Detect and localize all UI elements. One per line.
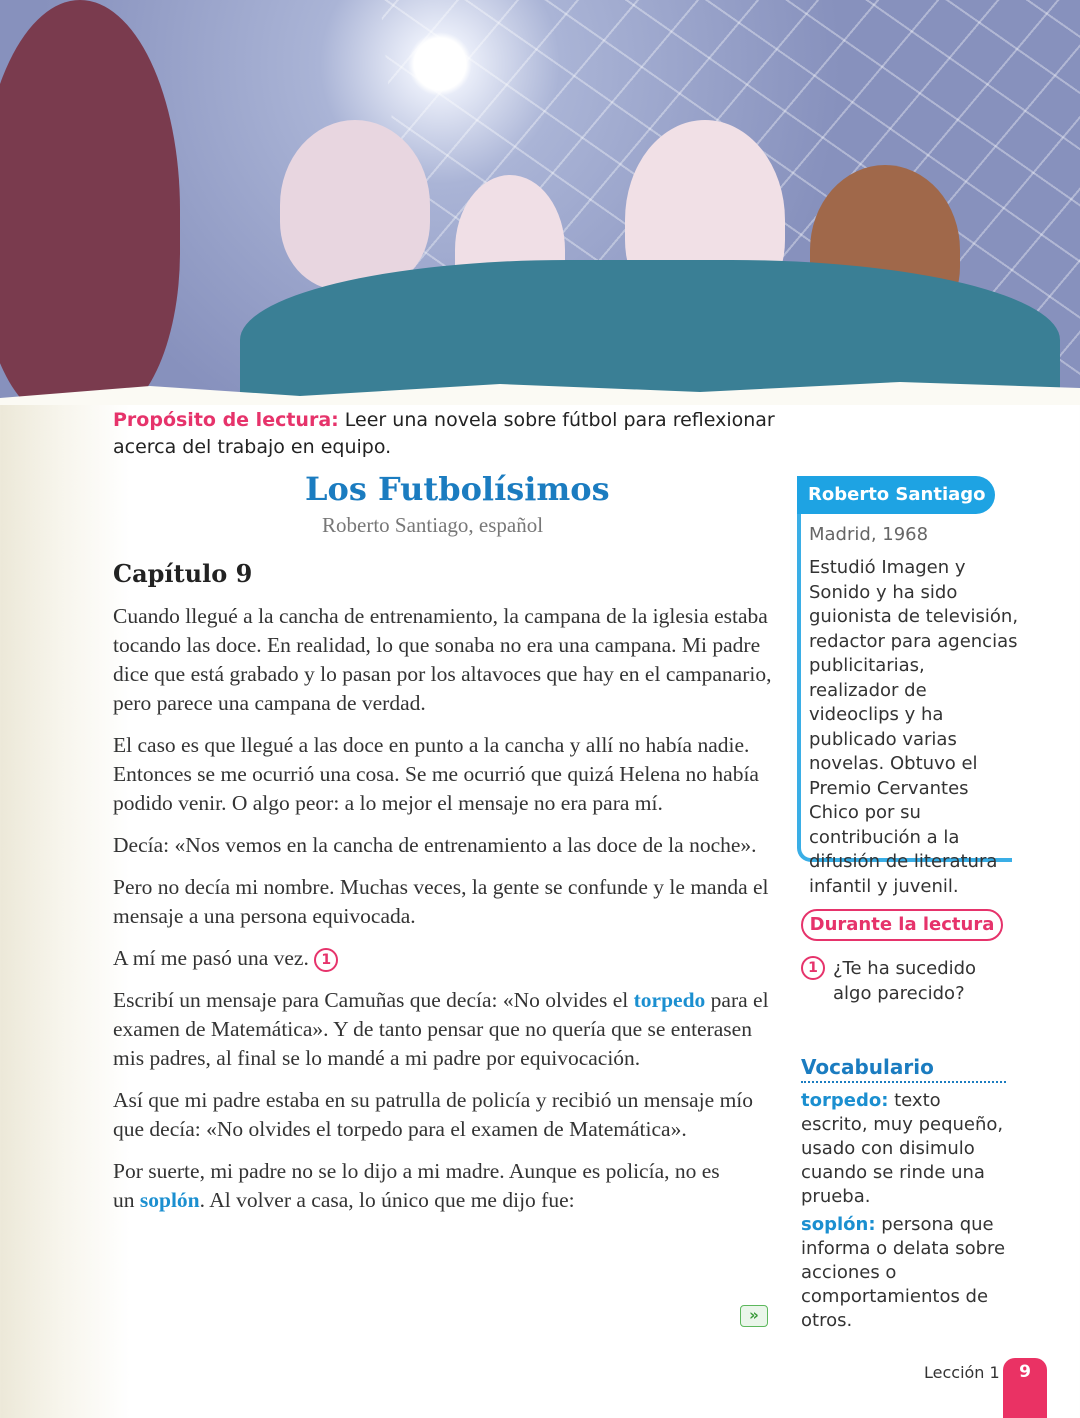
vocab-word-torpedo[interactable]: torpedo bbox=[633, 988, 706, 1012]
paragraph-text: A mí me pasó una vez. bbox=[113, 946, 309, 970]
bio-name: Roberto Santiago bbox=[797, 476, 995, 514]
question-marker-1: 1 bbox=[314, 948, 338, 972]
page-number: 9 bbox=[1003, 1358, 1047, 1418]
paragraph: Decía: «Nos vemos en la cancha de entrenamiento a las doce de la noche». bbox=[113, 833, 757, 857]
illustration-soccer-kids bbox=[0, 0, 1080, 405]
vocab-item bbox=[801, 1213, 1011, 1333]
paragraph bbox=[113, 944, 773, 973]
story-text bbox=[113, 602, 773, 1228]
figure-left bbox=[0, 0, 180, 405]
bio-text: Estudió Imagen y Sonido y ha sido guionista de televisión, redactor para agencias publicitarias, realizador de videoclips y ha publicado varias novelas. Obtuvo el Premio Cervantes Chico por su contribución a la difusión de literatura infantil y juvenil. bbox=[809, 557, 1019, 897]
vocab-term: soplón: bbox=[801, 1214, 876, 1235]
paragraph-text: Escribí un mensaje para Camuñas que decía: «No olvides el bbox=[113, 988, 634, 1012]
paragraph: Pero no decía mi nombre. Muchas veces, la gente se confunde y le manda el mensaje a una persona equivocada. bbox=[113, 875, 769, 928]
during-reading-label: Durante la lectura bbox=[801, 909, 1003, 941]
vocabulary-title: Vocabulario bbox=[801, 1055, 1006, 1083]
purpose-label: Propósito de lectura: bbox=[113, 409, 339, 431]
during-question bbox=[801, 956, 983, 1006]
paragraph: El caso es que llegué a las doce en punto a la cancha y allí no había nadie. Entonces se me ocurrió una cosa. Se me ocurrió que quizá Helena no había podido venir. O algo peor: a lo mejor el mensaje no era para mí. bbox=[113, 733, 759, 815]
kid-face bbox=[280, 120, 430, 290]
paragraph bbox=[113, 1157, 733, 1215]
paragraph bbox=[113, 986, 773, 1073]
question-number-icon: 1 bbox=[801, 956, 825, 980]
paragraph: Cuando llegué a la cancha de entrenamiento, la campana de la iglesia estaba tocando las doce. En realidad, lo que sonaba no era una campana. Mi padre dice que está grabado y lo pasan por los altavoces que hay en el campanario, pero parece una campana de verdad. bbox=[113, 604, 772, 715]
paragraph: Así que mi padre estaba en su patrulla de policía y recibió un mensaje mío que decía: «No olvides el torpedo para el examen de Matemática». bbox=[113, 1088, 754, 1141]
lesson-label: Lección 1 bbox=[924, 1363, 1000, 1382]
vocab-definition: persona que informa o delata sobre acciones o comportamientos de otros. bbox=[801, 1214, 1006, 1331]
question-text: ¿Te ha sucedido algo parecido? bbox=[833, 958, 977, 1004]
bio-date: Madrid, 1968 bbox=[809, 524, 929, 545]
paragraph-text: Por suerte, mi padre no se lo dijo a mi madre. Aunque es policía, no es un bbox=[113, 1159, 720, 1212]
vocabulary-list bbox=[801, 1089, 1011, 1337]
vocab-word-soplon[interactable]: soplón bbox=[139, 1188, 200, 1212]
purpose-text: Leer una novela sobre fútbol para reflexionar acerca del trabajo en equipo. bbox=[113, 409, 775, 458]
reading-purpose bbox=[113, 407, 793, 461]
paragraph-text: para el examen de Matemática». Y de tanto pensar que no quería que se enterasen mis padres, al final se lo mandé a mi padre por equivocación. bbox=[113, 988, 769, 1070]
paragraph-text: . Al volver a casa, lo único que me dijo fue: bbox=[199, 1188, 575, 1212]
book-author: Roberto Santiago, español bbox=[322, 513, 544, 537]
continue-icon[interactable]: » bbox=[740, 1305, 768, 1327]
chapter-heading: Capítulo 9 bbox=[113, 559, 253, 588]
vocab-term: torpedo: bbox=[801, 1090, 889, 1111]
vocab-item bbox=[801, 1089, 1011, 1209]
vocab-definition: texto escrito, muy pequeño, usado con disimulo cuando se rinde una prueba. bbox=[801, 1090, 1004, 1207]
book-title: Los Futbolísimos bbox=[305, 470, 610, 508]
author-bio-box bbox=[797, 476, 1019, 897]
